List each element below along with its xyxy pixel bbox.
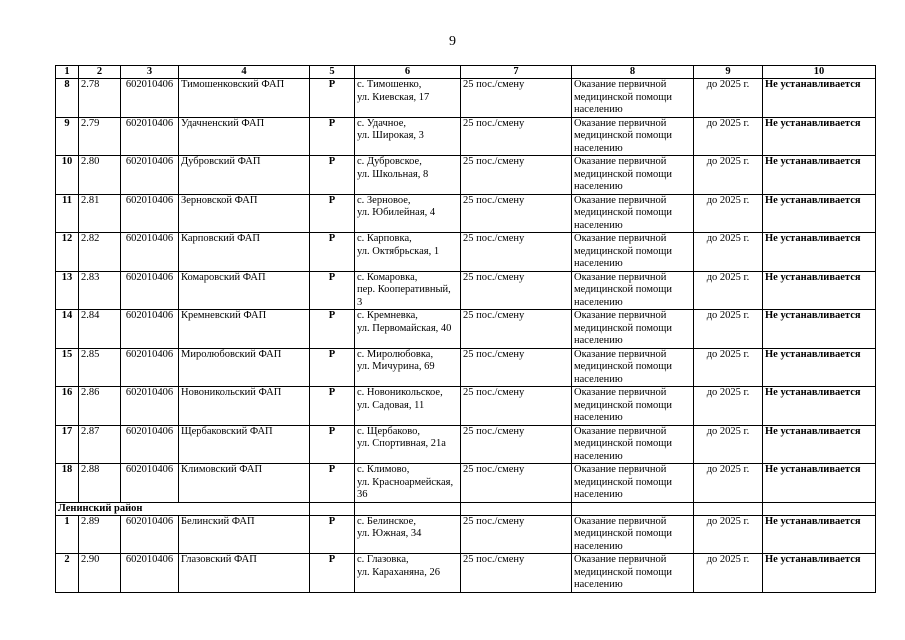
facility-type-cell: Р bbox=[310, 271, 355, 310]
address-cell bbox=[355, 425, 461, 464]
registry-number-cell: 2.88 bbox=[79, 464, 121, 503]
address-street: пер. Кооперативный, 3 bbox=[357, 284, 451, 308]
address-locality: с. Щербаково, bbox=[357, 425, 420, 437]
table-row bbox=[56, 425, 876, 464]
registry-number-cell: 2.90 bbox=[79, 554, 121, 593]
row-number-cell: 14 bbox=[56, 310, 79, 349]
facility-name-cell: Белинский ФАП bbox=[179, 515, 310, 554]
empty-cell bbox=[694, 502, 763, 515]
capacity-cell: 25 пос./смену bbox=[461, 310, 572, 349]
address-locality: с. Тимошенко, bbox=[357, 79, 422, 90]
capacity-cell: 25 пос./смену bbox=[461, 554, 572, 593]
zone-status-cell: Не устанавливается bbox=[763, 464, 876, 503]
address-cell bbox=[355, 464, 461, 503]
oktmo-code-cell: 602010406 bbox=[121, 348, 179, 387]
oktmo-code-cell: 602010406 bbox=[121, 156, 179, 195]
purpose-cell: Оказание первичной медицинской помощи населению bbox=[572, 79, 694, 118]
facility-name-cell: Комаровский ФАП bbox=[179, 271, 310, 310]
zone-status-cell: Не устанавливается bbox=[763, 117, 876, 156]
address-street: ул. Южная, 34 bbox=[357, 528, 422, 539]
row-number-cell: 1 bbox=[56, 515, 79, 554]
address-street: ул. Мичурина, 69 bbox=[357, 361, 435, 372]
address-cell bbox=[355, 271, 461, 310]
table-row bbox=[56, 387, 876, 426]
purpose-cell: Оказание первичной медицинской помощи населению bbox=[572, 271, 694, 310]
address-locality: с. Дубровское, bbox=[357, 156, 422, 167]
page-number: 9 bbox=[449, 34, 456, 49]
oktmo-code-cell: 602010406 bbox=[121, 425, 179, 464]
table-row bbox=[56, 79, 876, 118]
address-locality: с. Климово, bbox=[357, 464, 410, 475]
oktmo-code-cell: 602010406 bbox=[121, 310, 179, 349]
row-number-cell: 18 bbox=[56, 464, 79, 503]
col-header: 5 bbox=[310, 66, 355, 79]
facility-name-cell: Глазовский ФАП bbox=[179, 554, 310, 593]
address-cell bbox=[355, 156, 461, 195]
purpose-cell: Оказание первичной медицинской помощи населению bbox=[572, 554, 694, 593]
deadline-cell: до 2025 г. bbox=[694, 194, 763, 233]
col-header: 6 bbox=[355, 66, 461, 79]
address-locality: с. Глазовка, bbox=[357, 554, 409, 565]
row-number-cell: 15 bbox=[56, 348, 79, 387]
registry-number-cell: 2.84 bbox=[79, 310, 121, 349]
zone-status-cell: Не устанавливается bbox=[763, 554, 876, 593]
facility-name-cell: Климовский ФАП bbox=[179, 464, 310, 503]
capacity-cell: 25 пос./смену bbox=[461, 194, 572, 233]
address-street: ул. Красноармейская, 36 bbox=[357, 476, 454, 500]
registry-number-cell: 2.89 bbox=[79, 515, 121, 554]
col-header: 10 bbox=[763, 66, 876, 79]
address-street: ул. Первомайская, 40 bbox=[357, 322, 452, 334]
purpose-cell: Оказание первичной медицинской помощи населению bbox=[572, 310, 694, 349]
deadline-cell: до 2025 г. bbox=[694, 348, 763, 387]
empty-cell bbox=[310, 502, 355, 515]
purpose-cell: Оказание первичной медицинской помощи населению bbox=[572, 156, 694, 195]
col-header: 9 bbox=[694, 66, 763, 79]
address-street: ул. Широкая, 3 bbox=[357, 130, 424, 141]
deadline-cell: до 2025 г. bbox=[694, 271, 763, 310]
deadline-cell: до 2025 г. bbox=[694, 156, 763, 195]
table-row bbox=[56, 348, 876, 387]
row-number-cell: 9 bbox=[56, 117, 79, 156]
address-cell bbox=[355, 554, 461, 593]
facility-name-cell: Зерновской ФАП bbox=[179, 194, 310, 233]
capacity-cell: 25 пос./смену bbox=[461, 425, 572, 464]
address-locality: с. Новоникольское, bbox=[357, 387, 443, 398]
col-header: 8 bbox=[572, 66, 694, 79]
oktmo-code-cell: 602010406 bbox=[121, 194, 179, 233]
facility-type-cell: Р bbox=[310, 79, 355, 118]
address-cell bbox=[355, 194, 461, 233]
table-row bbox=[56, 310, 876, 349]
empty-cell bbox=[763, 502, 876, 515]
purpose-cell: Оказание первичной медицинской помощи населению bbox=[572, 194, 694, 233]
facility-type-cell: Р bbox=[310, 156, 355, 195]
table-row bbox=[56, 271, 876, 310]
registry-number-cell: 2.83 bbox=[79, 271, 121, 310]
facility-type-cell: Р bbox=[310, 515, 355, 554]
registry-number-cell: 2.82 bbox=[79, 233, 121, 272]
deadline-cell: до 2025 г. bbox=[694, 117, 763, 156]
capacity-cell: 25 пос./смену bbox=[461, 515, 572, 554]
registry-number-cell: 2.85 bbox=[79, 348, 121, 387]
deadline-cell: до 2025 г. bbox=[694, 233, 763, 272]
capacity-cell: 25 пос./смену bbox=[461, 233, 572, 272]
address-street: ул. Киевская, 17 bbox=[357, 91, 430, 103]
capacity-cell: 25 пос./смену bbox=[461, 79, 572, 118]
facility-type-cell: Р bbox=[310, 554, 355, 593]
address-street: ул. Октябрьская, 1 bbox=[357, 245, 440, 257]
table-row bbox=[56, 233, 876, 272]
zone-status-cell: Не устанавливается bbox=[763, 156, 876, 195]
facility-name-cell: Тимошенковский ФАП bbox=[179, 79, 310, 118]
address-street: ул. Караханяна, 26 bbox=[357, 566, 440, 578]
address-street: ул. Спортивная, 21а bbox=[357, 438, 446, 449]
zone-status-cell: Не устанавливается bbox=[763, 348, 876, 387]
facility-name-cell: Кремневский ФАП bbox=[179, 310, 310, 349]
row-number-cell: 2 bbox=[56, 554, 79, 593]
deadline-cell: до 2025 г. bbox=[694, 387, 763, 426]
empty-cell bbox=[572, 502, 694, 515]
capacity-cell: 25 пос./смену bbox=[461, 348, 572, 387]
facility-type-cell: Р bbox=[310, 387, 355, 426]
facility-name-cell: Дубровский ФАП bbox=[179, 156, 310, 195]
capacity-cell: 25 пос./смену bbox=[461, 387, 572, 426]
facility-name-cell: Карповский ФАП bbox=[179, 233, 310, 272]
row-number-cell: 17 bbox=[56, 425, 79, 464]
zone-status-cell: Не устанавливается bbox=[763, 271, 876, 310]
table-row bbox=[56, 515, 876, 554]
capacity-cell: 25 пос./смену bbox=[461, 271, 572, 310]
address-locality: с. Карповка, bbox=[357, 233, 412, 244]
purpose-cell: Оказание первичной медицинской помощи населению bbox=[572, 464, 694, 503]
row-number-cell: 10 bbox=[56, 156, 79, 195]
zone-status-cell: Не устанавливается bbox=[763, 515, 876, 554]
zone-status-cell: Не устанавливается bbox=[763, 233, 876, 272]
oktmo-code-cell: 602010406 bbox=[121, 79, 179, 118]
registry-number-cell: 2.80 bbox=[79, 156, 121, 195]
address-locality: с. Миролюбовка, bbox=[357, 348, 434, 360]
address-locality: с. Зерновое, bbox=[357, 194, 411, 206]
col-header: 4 bbox=[179, 66, 310, 79]
purpose-cell: Оказание первичной медицинской помощи населению bbox=[572, 233, 694, 272]
address-locality: с. Удачное, bbox=[357, 117, 407, 129]
facility-type-cell: Р bbox=[310, 464, 355, 503]
address-cell bbox=[355, 387, 461, 426]
row-number-cell: 8 bbox=[56, 79, 79, 118]
facility-type-cell: Р bbox=[310, 194, 355, 233]
row-number-cell: 11 bbox=[56, 194, 79, 233]
row-number-cell: 13 bbox=[56, 271, 79, 310]
zone-status-cell: Не устанавливается bbox=[763, 310, 876, 349]
address-street: ул. Школьная, 8 bbox=[357, 168, 429, 180]
facility-type-cell: Р bbox=[310, 348, 355, 387]
facility-name-cell: Удачненский ФАП bbox=[179, 117, 310, 156]
facility-type-cell: Р bbox=[310, 425, 355, 464]
address-locality: с. Кремневка, bbox=[357, 310, 418, 321]
capacity-cell: 25 пос./смену bbox=[461, 464, 572, 503]
zone-status-cell: Не устанавливается bbox=[763, 79, 876, 118]
facility-name-cell: Новоникольский ФАП bbox=[179, 387, 310, 426]
registry-number-cell: 2.81 bbox=[79, 194, 121, 233]
purpose-cell: Оказание первичной медицинской помощи населению bbox=[572, 425, 694, 464]
row-number-cell: 16 bbox=[56, 387, 79, 426]
registry-number-cell: 2.78 bbox=[79, 79, 121, 118]
oktmo-code-cell: 602010406 bbox=[121, 554, 179, 593]
facility-name-cell: Миролюбовский ФАП bbox=[179, 348, 310, 387]
address-cell bbox=[355, 310, 461, 349]
table-row bbox=[56, 554, 876, 593]
address-cell bbox=[355, 233, 461, 272]
deadline-cell: до 2025 г. bbox=[694, 554, 763, 593]
capacity-cell: 25 пос./смену bbox=[461, 156, 572, 195]
address-cell bbox=[355, 348, 461, 387]
purpose-cell: Оказание первичной медицинской помощи населению bbox=[572, 348, 694, 387]
oktmo-code-cell: 602010406 bbox=[121, 387, 179, 426]
district-row bbox=[56, 502, 876, 515]
purpose-cell: Оказание первичной медицинской помощи населению bbox=[572, 387, 694, 426]
oktmo-code-cell: 602010406 bbox=[121, 271, 179, 310]
col-header: 7 bbox=[461, 66, 572, 79]
header-row bbox=[56, 66, 876, 79]
address-cell bbox=[355, 515, 461, 554]
district-heading: Ленинский район bbox=[56, 502, 310, 515]
oktmo-code-cell: 602010406 bbox=[121, 515, 179, 554]
deadline-cell: до 2025 г. bbox=[694, 310, 763, 349]
col-header: 2 bbox=[79, 66, 121, 79]
zone-status-cell: Не устанавливается bbox=[763, 194, 876, 233]
table-row bbox=[56, 117, 876, 156]
registry-number-cell: 2.86 bbox=[79, 387, 121, 426]
address-locality: с. Комаровка, bbox=[357, 271, 418, 283]
facility-type-cell: Р bbox=[310, 233, 355, 272]
registry-number-cell: 2.79 bbox=[79, 117, 121, 156]
table-row bbox=[56, 464, 876, 503]
zone-status-cell: Не устанавливается bbox=[763, 425, 876, 464]
address-cell bbox=[355, 117, 461, 156]
row-number-cell: 12 bbox=[56, 233, 79, 272]
purpose-cell: Оказание первичной медицинской помощи населению bbox=[572, 117, 694, 156]
oktmo-code-cell: 602010406 bbox=[121, 117, 179, 156]
capacity-cell: 25 пос./смену bbox=[461, 117, 572, 156]
col-header: 3 bbox=[121, 66, 179, 79]
address-street: ул. Садовая, 11 bbox=[357, 399, 425, 411]
facility-type-cell: Р bbox=[310, 310, 355, 349]
address-street: ул. Юбилейная, 4 bbox=[357, 207, 436, 218]
facility-type-cell: Р bbox=[310, 117, 355, 156]
table-row bbox=[56, 194, 876, 233]
deadline-cell: до 2025 г. bbox=[694, 79, 763, 118]
purpose-cell: Оказание первичной медицинской помощи населению bbox=[572, 515, 694, 554]
col-header: 1 bbox=[56, 66, 79, 79]
table-row bbox=[56, 156, 876, 195]
empty-cell bbox=[355, 502, 461, 515]
oktmo-code-cell: 602010406 bbox=[121, 233, 179, 272]
oktmo-code-cell: 602010406 bbox=[121, 464, 179, 503]
facility-name-cell: Щербаковский ФАП bbox=[179, 425, 310, 464]
deadline-cell: до 2025 г. bbox=[694, 464, 763, 503]
zone-status-cell: Не устанавливается bbox=[763, 387, 876, 426]
address-cell bbox=[355, 79, 461, 118]
empty-cell bbox=[461, 502, 572, 515]
address-locality: с. Белинское, bbox=[357, 515, 416, 527]
registry-number-cell: 2.87 bbox=[79, 425, 121, 464]
facilities-table bbox=[55, 65, 876, 593]
deadline-cell: до 2025 г. bbox=[694, 515, 763, 554]
deadline-cell: до 2025 г. bbox=[694, 425, 763, 464]
